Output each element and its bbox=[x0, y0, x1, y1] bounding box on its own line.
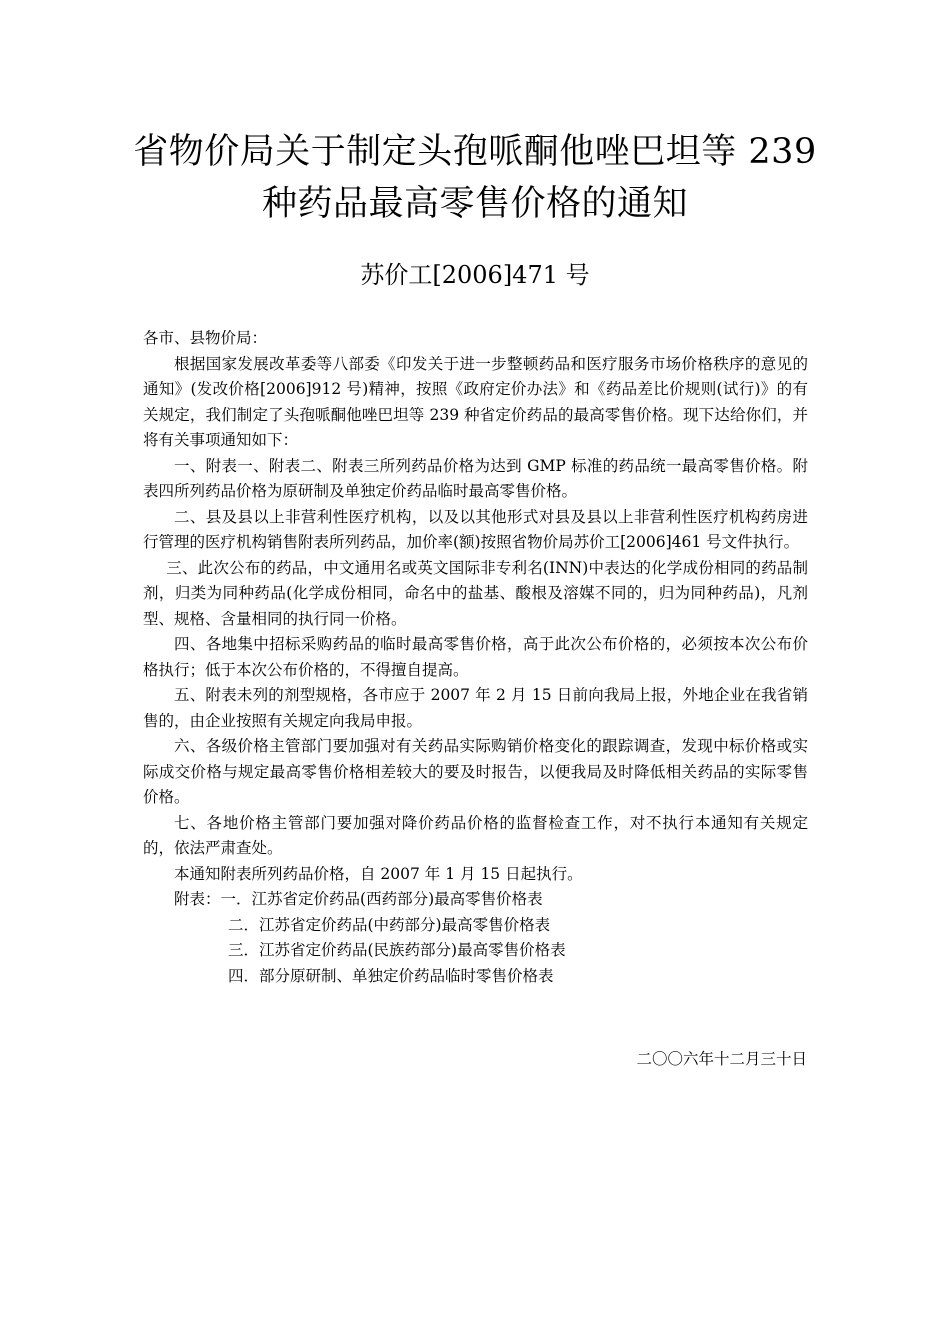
attachment-item-3: 三．江苏省定价药品(民族药部分)最高零售价格表 bbox=[228, 941, 566, 959]
document-body bbox=[143, 326, 808, 989]
attachment-item-2: 二．江苏省定价药品(中药部分)最高零售价格表 bbox=[228, 915, 551, 934]
document-number: 苏价工[2006]471 号 bbox=[360, 261, 590, 289]
attachment-item-4: 四．部分原研制、单独定价药品临时零售价格表 bbox=[228, 966, 554, 985]
item-paragraph-6: 六、各级价格主管部门要加强对有关药品实际购销价格变化的跟踪调查，发现中标价格或实际成交价格与规定最高零售价格相差较大的要及时报告，以便我局及时降低相关药品的实际零售价格。 bbox=[143, 737, 808, 806]
issue-date: 二〇〇六年十二月三十日 bbox=[636, 1050, 807, 1068]
item-paragraph-1: 一、附表一、附表二、附表三所列药品价格为达到 GMP 标准的药品统一最高零售价格。附表四所列药品价格为原研制及单独定价药品临时最高零售价格。 bbox=[143, 456, 808, 500]
effective-date-paragraph: 本通知附表所列药品价格，自 2007 年 1 月 15 日起执行。 bbox=[174, 864, 583, 883]
item-paragraph-4: 四、各地集中招标采购药品的临时最高零售价格，高于此次公布价格的，必须按本次公布价格执行；低于本次公布价格的，不得擅自提高。 bbox=[143, 635, 808, 679]
item-paragraph-2: 二、县及县以上非营利性医疗机构，以及以其他形式对县及县以上非营利性医疗机构药房进行管理的医疗机构销售附表所列药品，加价率(额)按照省物价局苏价工[2006]461 号文件执行。 bbox=[143, 507, 808, 551]
item-paragraph-5: 五、附表未列的剂型规格，各市应于 2007 年 2 月 15 日前向我局上报，外地企业在我省销售的，由企业按照有关规定向我局申报。 bbox=[143, 686, 808, 730]
attachment-item-1 bbox=[143, 887, 808, 913]
item-paragraph-3: 三、此次公布的药品，中文通用名或英文国际非专利名(INN)中表达的化学成份相同的药品制剂，归类为同种药品(化学成份相同，命名中的盐基、酸根及溶媒不同的，归为同种药品)，凡剂型、规格、含量相同的执行同一价格。 bbox=[143, 558, 808, 628]
attachments-label: 附表： bbox=[174, 890, 221, 908]
title-line-1: 省物价局关于制定头孢哌酮他唑巴坦等 239 bbox=[133, 132, 817, 172]
salutation: 各市、县物价局： bbox=[143, 329, 268, 347]
document-title bbox=[100, 126, 850, 230]
item-paragraph-7: 七、各地价格主管部门要加强对降价药品价格的监督检查工作，对不执行本通知有关规定的，依法严肃查处。 bbox=[143, 813, 808, 857]
intro-paragraph: 根据国家发展改革委等八部委《印发关于进一步整顿药品和医疗服务市场价格秩序的意见的通知》(发改价格[2006]912 号)精神，按照《政府定价办法》和《药品差比价规则(试行)》的有关规定，我们制定了头孢哌酮他唑巴坦等 239 种省定价药品的最高零售价格。现下达给你们，并将有关事项通知如下： bbox=[143, 354, 808, 449]
title-line-2: 种药品最高零售价格的通知 bbox=[261, 184, 688, 224]
attachment-title: 一．江苏省定价药品(西药部分)最高零售价格表 bbox=[220, 890, 543, 908]
